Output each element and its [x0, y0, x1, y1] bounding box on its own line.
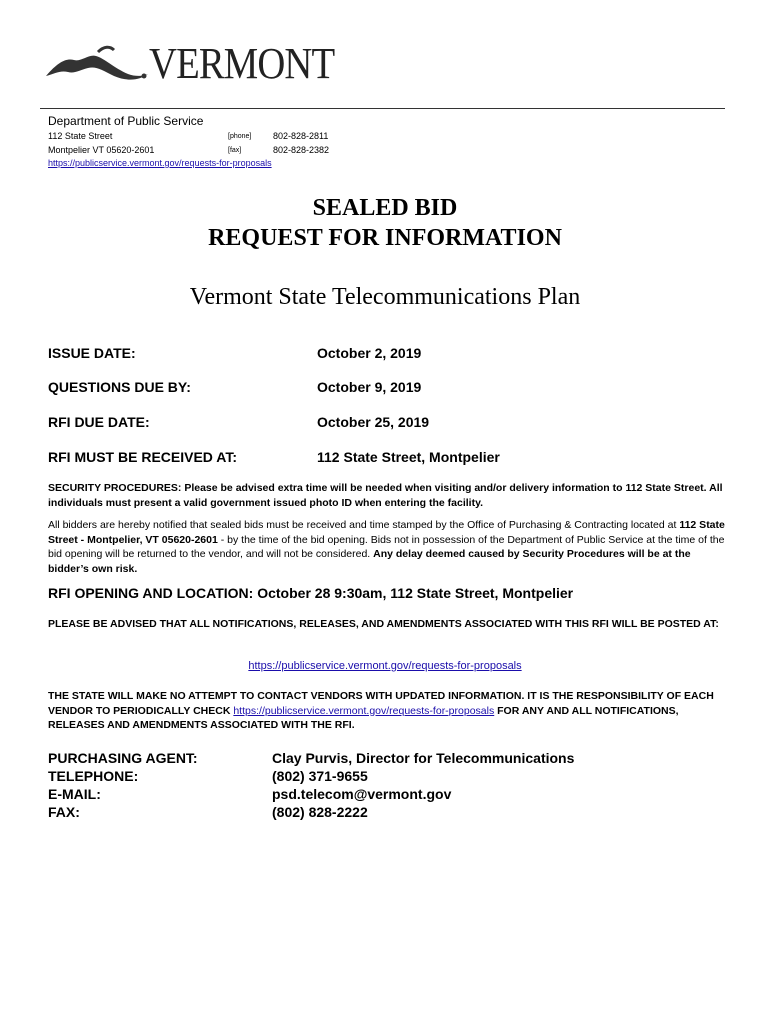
phone-label: [phone] [228, 133, 252, 140]
fax-row-label: FAX: [48, 804, 80, 820]
header-link[interactable]: https://publicservice.vermont.gov/requests-for-proposals [48, 158, 272, 168]
email-row [48, 786, 728, 805]
bidders-notice [48, 518, 728, 576]
bidders-notice-part1: All bidders are hereby notified that sealed bids must be received and time stamped by the Office of Purchasing & Contracting located at [48, 519, 680, 531]
fax-label: [fax] [228, 147, 242, 154]
issue-date-label: ISSUE DATE: [48, 345, 136, 361]
telephone-label: TELEPHONE: [48, 768, 139, 784]
state-notice-link[interactable]: https://publicservice.vermont.gov/requests-for-proposals [233, 704, 495, 717]
state-notice [48, 689, 728, 733]
questions-due-row [48, 379, 728, 399]
bidders-notice-part3: - by the time of the bid opening. Bids not in possession of the Department of Public Service at the time of the bid opening will be returned to the vendor, and will not be considered. [48, 533, 725, 560]
header-divider [40, 108, 725, 109]
doc-title-line2: REQUEST FOR INFORMATION [208, 225, 562, 251]
notifications-advisory: PLEASE BE ADVISED THAT ALL NOTIFICATIONS, RELEASES, AND AMENDMENTS ASSOCIATED WITH THIS RFI WILL BE POSTED AT: [48, 618, 719, 630]
doc-subtitle: Vermont State Telecommunications Plan [189, 284, 581, 310]
fax-row [48, 804, 728, 823]
issue-date-value: October 2, 2019 [317, 345, 422, 361]
received-at-label: RFI MUST BE RECEIVED AT: [48, 449, 238, 465]
email-value[interactable]: psd.telecom@vermont.gov [272, 786, 452, 802]
fax-row-value: (802) 828-2222 [272, 804, 368, 820]
fax-number: 802-828-2382 [273, 145, 330, 155]
telephone-value: (802) 371-9655 [272, 768, 368, 784]
bidders-notice-delay: Any delay deemed caused by Security Procedures will be at the bidder’s own risk. [48, 548, 691, 575]
questions-due-value: October 9, 2019 [317, 379, 422, 395]
security-procedures: SECURITY PROCEDURES: Please be advised extra time will be needed when visiting and/or delivery information to 112 State Street. All individuals must present a valid government issued photo ID when entering the facility. [48, 482, 723, 509]
rfi-due-row [48, 414, 728, 434]
email-label: E-MAIL: [48, 786, 101, 802]
logo-wordmark: VERMONT [149, 39, 335, 88]
street-address: 112 State Street [48, 131, 113, 141]
issue-date-row [48, 345, 728, 365]
questions-due-label: QUESTIONS DUE BY: [48, 379, 191, 395]
doc-title-line1: SEALED BID [312, 195, 458, 221]
purchasing-agent-value: Clay Purvis, Director for Telecommunications [272, 750, 575, 766]
received-at-row [48, 449, 728, 469]
telephone-row [48, 768, 728, 787]
received-at-value: 112 State Street, Montpelier [317, 449, 500, 465]
state-notice-part1: THE STATE WILL MAKE NO ATTEMPT TO CONTACT VENDORS WITH UPDATED INFORMATION. IT IS THE RESPONSIBILITY OF EACH VENDOR TO PERIODICALLY CHECK [48, 690, 714, 717]
notifications-link[interactable]: https://publicservice.vermont.gov/requests-for-proposals [248, 660, 522, 672]
city-address: Montpelier VT 05620-2601 [48, 145, 155, 155]
purchasing-agent-row [48, 750, 728, 769]
department-name: Department of Public Service [48, 114, 204, 128]
phone-number: 802-828-2811 [273, 131, 329, 141]
purchasing-agent-label: PURCHASING AGENT: [48, 750, 198, 766]
bidders-notice-address: 112 State Street - Montpelier, VT 05620-2601 [48, 519, 725, 546]
state-notice-part2: FOR ANY AND ALL NOTIFICATIONS, RELEASES AND AMENDMENTS ASSOCIATED WITH THE RFI. [48, 704, 679, 731]
mountain-bird-logo-icon [44, 40, 154, 88]
vermont-logo [44, 40, 334, 88]
rfi-due-label: RFI DUE DATE: [48, 414, 150, 430]
rfi-due-value: October 25, 2019 [317, 414, 430, 430]
rfi-opening-location: RFI OPENING AND LOCATION: October 28 9:30am, 112 State Street, Montpelier [48, 585, 574, 601]
